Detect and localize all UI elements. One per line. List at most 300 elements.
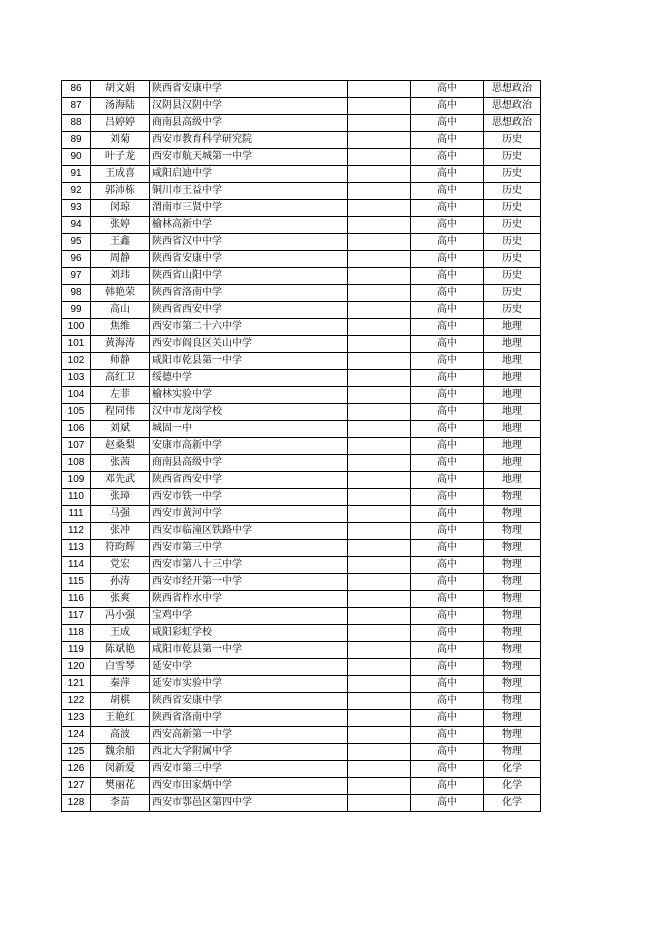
school-name-cell: 陕西省安康中学 (150, 81, 348, 98)
subject-cell: 地理 (484, 336, 541, 353)
row-number-cell: 111 (62, 506, 91, 523)
empty-cell (348, 81, 411, 98)
row-number-cell: 103 (62, 370, 91, 387)
school-level-cell: 高中 (411, 200, 484, 217)
teacher-name-cell: 郭沛栋 (91, 183, 150, 200)
subject-cell: 地理 (484, 472, 541, 489)
empty-cell (348, 149, 411, 166)
subject-cell: 物理 (484, 659, 541, 676)
table-row (62, 642, 541, 659)
school-name-cell: 榆林高新中学 (150, 217, 348, 234)
table-row (62, 574, 541, 591)
school-level-cell: 高中 (411, 251, 484, 268)
school-level-cell: 高中 (411, 98, 484, 115)
teacher-name-cell: 胡文娟 (91, 81, 150, 98)
empty-cell (348, 761, 411, 778)
empty-cell (348, 132, 411, 149)
school-name-cell: 西安市鄠邑区第四中学 (150, 795, 348, 812)
school-level-cell: 高中 (411, 370, 484, 387)
subject-cell: 地理 (484, 455, 541, 472)
teacher-name-cell: 张冲 (91, 523, 150, 540)
empty-cell (348, 166, 411, 183)
table-row (62, 455, 541, 472)
school-name-cell: 咸阳市乾县第一中学 (150, 353, 348, 370)
teacher-name-cell: 樊丽花 (91, 778, 150, 795)
school-level-cell: 高中 (411, 727, 484, 744)
table-row (62, 693, 541, 710)
school-name-cell: 西安市临潼区铁路中学 (150, 523, 348, 540)
row-number-cell: 110 (62, 489, 91, 506)
school-level-cell: 高中 (411, 591, 484, 608)
subject-cell: 历史 (484, 200, 541, 217)
school-level-cell: 高中 (411, 574, 484, 591)
row-number-cell: 116 (62, 591, 91, 608)
table-row (62, 761, 541, 778)
teacher-name-cell: 周静 (91, 251, 150, 268)
school-level-cell: 高中 (411, 642, 484, 659)
school-name-cell: 铜川市王益中学 (150, 183, 348, 200)
school-name-cell: 渭南市三贤中学 (150, 200, 348, 217)
empty-cell (348, 659, 411, 676)
subject-cell: 地理 (484, 438, 541, 455)
teacher-name-cell: 闵新爱 (91, 761, 150, 778)
teacher-name-cell: 王艳红 (91, 710, 150, 727)
empty-cell (348, 710, 411, 727)
school-name-cell: 西安高新第一中学 (150, 727, 348, 744)
table-row (62, 523, 541, 540)
table-row (62, 744, 541, 761)
empty-cell (348, 217, 411, 234)
school-level-cell: 高中 (411, 693, 484, 710)
subject-cell: 物理 (484, 523, 541, 540)
school-name-cell: 西安市航天城第一中学 (150, 149, 348, 166)
school-name-cell: 西安市第八十三中学 (150, 557, 348, 574)
empty-cell (348, 353, 411, 370)
empty-cell (348, 557, 411, 574)
school-level-cell: 高中 (411, 608, 484, 625)
school-level-cell: 高中 (411, 149, 484, 166)
empty-cell (348, 98, 411, 115)
school-level-cell: 高中 (411, 557, 484, 574)
table-row (62, 795, 541, 812)
school-name-cell: 西北大学附属中学 (150, 744, 348, 761)
teacher-name-cell: 胡棋 (91, 693, 150, 710)
school-level-cell: 高中 (411, 336, 484, 353)
school-name-cell: 汉阴县汉阴中学 (150, 98, 348, 115)
table-row (62, 659, 541, 676)
school-name-cell: 陕西省安康中学 (150, 251, 348, 268)
subject-cell: 历史 (484, 285, 541, 302)
table-row (62, 710, 541, 727)
table-row (62, 285, 541, 302)
school-level-cell: 高中 (411, 540, 484, 557)
table-row (62, 183, 541, 200)
school-name-cell: 陕西省西安中学 (150, 472, 348, 489)
subject-cell: 历史 (484, 149, 541, 166)
subject-cell: 地理 (484, 404, 541, 421)
empty-cell (348, 727, 411, 744)
subject-cell: 物理 (484, 642, 541, 659)
school-level-cell: 高中 (411, 489, 484, 506)
teacher-name-cell: 白雪琴 (91, 659, 150, 676)
school-name-cell: 陕西省西安中学 (150, 302, 348, 319)
school-level-cell: 高中 (411, 438, 484, 455)
row-number-cell: 126 (62, 761, 91, 778)
teacher-name-cell: 刘玮 (91, 268, 150, 285)
teacher-name-cell: 张婷 (91, 217, 150, 234)
empty-cell (348, 455, 411, 472)
teacher-name-cell: 高红卫 (91, 370, 150, 387)
empty-cell (348, 421, 411, 438)
empty-cell (348, 540, 411, 557)
empty-cell (348, 200, 411, 217)
teacher-name-cell: 马强 (91, 506, 150, 523)
school-level-cell: 高中 (411, 795, 484, 812)
row-number-cell: 88 (62, 115, 91, 132)
empty-cell (348, 574, 411, 591)
subject-cell: 思想政治 (484, 81, 541, 98)
row-number-cell: 109 (62, 472, 91, 489)
teacher-name-cell: 陈斌艳 (91, 642, 150, 659)
teacher-name-cell: 党宏 (91, 557, 150, 574)
school-level-cell: 高中 (411, 234, 484, 251)
empty-cell (348, 234, 411, 251)
school-name-cell: 商南县高级中学 (150, 115, 348, 132)
empty-cell (348, 795, 411, 812)
row-number-cell: 125 (62, 744, 91, 761)
school-name-cell: 商南县高级中学 (150, 455, 348, 472)
school-name-cell: 咸阳彩虹学校 (150, 625, 348, 642)
empty-cell (348, 523, 411, 540)
subject-cell: 思想政治 (484, 115, 541, 132)
row-number-cell: 127 (62, 778, 91, 795)
school-name-cell: 西安市阎良区关山中学 (150, 336, 348, 353)
row-number-cell: 86 (62, 81, 91, 98)
subject-cell: 物理 (484, 608, 541, 625)
row-number-cell: 94 (62, 217, 91, 234)
table-row (62, 353, 541, 370)
school-level-cell: 高中 (411, 506, 484, 523)
school-name-cell: 西安市第二十六中学 (150, 319, 348, 336)
row-number-cell: 128 (62, 795, 91, 812)
row-number-cell: 104 (62, 387, 91, 404)
school-name-cell: 榆林实验中学 (150, 387, 348, 404)
table-row (62, 472, 541, 489)
table-row (62, 676, 541, 693)
subject-cell: 物理 (484, 506, 541, 523)
row-number-cell: 97 (62, 268, 91, 285)
table-row (62, 302, 541, 319)
empty-cell (348, 115, 411, 132)
row-number-cell: 93 (62, 200, 91, 217)
subject-cell: 历史 (484, 166, 541, 183)
subject-cell: 物理 (484, 591, 541, 608)
row-number-cell: 106 (62, 421, 91, 438)
teacher-name-cell: 黄海涛 (91, 336, 150, 353)
table-row (62, 421, 541, 438)
table-row (62, 251, 541, 268)
school-level-cell: 高中 (411, 166, 484, 183)
school-level-cell: 高中 (411, 404, 484, 421)
subject-cell: 历史 (484, 183, 541, 200)
teacher-name-cell: 王鑫 (91, 234, 150, 251)
subject-cell: 历史 (484, 132, 541, 149)
school-level-cell: 高中 (411, 778, 484, 795)
school-name-cell: 陕西省安康中学 (150, 693, 348, 710)
subject-cell: 地理 (484, 319, 541, 336)
table-body (62, 81, 541, 812)
row-number-cell: 112 (62, 523, 91, 540)
empty-cell (348, 302, 411, 319)
teacher-name-cell: 韩艳荣 (91, 285, 150, 302)
school-level-cell: 高中 (411, 183, 484, 200)
table-row (62, 404, 541, 421)
table-row (62, 591, 541, 608)
empty-cell (348, 285, 411, 302)
table-row (62, 217, 541, 234)
empty-cell (348, 251, 411, 268)
teacher-name-cell: 刘菊 (91, 132, 150, 149)
teacher-name-cell: 王成 (91, 625, 150, 642)
teacher-name-cell: 刘斌 (91, 421, 150, 438)
row-number-cell: 114 (62, 557, 91, 574)
school-name-cell: 西安市铁一中学 (150, 489, 348, 506)
subject-cell: 化学 (484, 761, 541, 778)
row-number-cell: 123 (62, 710, 91, 727)
subject-cell: 地理 (484, 421, 541, 438)
empty-cell (348, 744, 411, 761)
subject-cell: 物理 (484, 625, 541, 642)
row-number-cell: 99 (62, 302, 91, 319)
row-number-cell: 115 (62, 574, 91, 591)
empty-cell (348, 268, 411, 285)
school-name-cell: 西安市第三中学 (150, 540, 348, 557)
row-number-cell: 98 (62, 285, 91, 302)
school-level-cell: 高中 (411, 455, 484, 472)
school-name-cell: 陕西省洛南中学 (150, 710, 348, 727)
table-row (62, 166, 541, 183)
row-number-cell: 121 (62, 676, 91, 693)
empty-cell (348, 183, 411, 200)
subject-cell: 历史 (484, 234, 541, 251)
school-name-cell: 宝鸡中学 (150, 608, 348, 625)
school-level-cell: 高中 (411, 625, 484, 642)
subject-cell: 地理 (484, 370, 541, 387)
teacher-name-cell: 孙涛 (91, 574, 150, 591)
subject-cell: 物理 (484, 540, 541, 557)
school-level-cell: 高中 (411, 319, 484, 336)
teacher-name-cell: 符昀辉 (91, 540, 150, 557)
row-number-cell: 87 (62, 98, 91, 115)
empty-cell (348, 591, 411, 608)
table-row (62, 336, 541, 353)
table-row (62, 132, 541, 149)
empty-cell (348, 693, 411, 710)
row-number-cell: 108 (62, 455, 91, 472)
teacher-name-cell: 叶子龙 (91, 149, 150, 166)
row-number-cell: 96 (62, 251, 91, 268)
empty-cell (348, 676, 411, 693)
empty-cell (348, 472, 411, 489)
teacher-name-cell: 张茜 (91, 455, 150, 472)
table-row (62, 608, 541, 625)
row-number-cell: 105 (62, 404, 91, 421)
school-level-cell: 高中 (411, 676, 484, 693)
school-level-cell: 高中 (411, 744, 484, 761)
teacher-name-cell: 张璋 (91, 489, 150, 506)
empty-cell (348, 778, 411, 795)
school-level-cell: 高中 (411, 659, 484, 676)
school-level-cell: 高中 (411, 472, 484, 489)
teacher-name-cell: 闵琼 (91, 200, 150, 217)
school-level-cell: 高中 (411, 81, 484, 98)
table-row (62, 625, 541, 642)
table-row (62, 727, 541, 744)
teacher-name-cell: 汤海陆 (91, 98, 150, 115)
table-row (62, 370, 541, 387)
table-row (62, 387, 541, 404)
teacher-name-cell: 冯小强 (91, 608, 150, 625)
school-level-cell: 高中 (411, 268, 484, 285)
school-name-cell: 西安市教育科学研究院 (150, 132, 348, 149)
empty-cell (348, 370, 411, 387)
table-row (62, 319, 541, 336)
school-level-cell: 高中 (411, 115, 484, 132)
school-name-cell: 汉中市龙岗学校 (150, 404, 348, 421)
row-number-cell: 102 (62, 353, 91, 370)
school-level-cell: 高中 (411, 132, 484, 149)
school-name-cell: 西安市第三中学 (150, 761, 348, 778)
row-number-cell: 95 (62, 234, 91, 251)
school-level-cell: 高中 (411, 302, 484, 319)
empty-cell (348, 438, 411, 455)
row-number-cell: 120 (62, 659, 91, 676)
row-number-cell: 122 (62, 693, 91, 710)
teacher-name-cell: 魏余船 (91, 744, 150, 761)
table-row (62, 506, 541, 523)
school-name-cell: 延安中学 (150, 659, 348, 676)
row-number-cell: 91 (62, 166, 91, 183)
subject-cell: 化学 (484, 778, 541, 795)
row-number-cell: 92 (62, 183, 91, 200)
row-number-cell: 124 (62, 727, 91, 744)
row-number-cell: 89 (62, 132, 91, 149)
table-row (62, 438, 541, 455)
teacher-list-table (61, 80, 541, 812)
school-name-cell: 咸阳市乾县第一中学 (150, 642, 348, 659)
empty-cell (348, 387, 411, 404)
school-name-cell: 陕西省洛南中学 (150, 285, 348, 302)
row-number-cell: 119 (62, 642, 91, 659)
row-number-cell: 100 (62, 319, 91, 336)
school-level-cell: 高中 (411, 217, 484, 234)
subject-cell: 物理 (484, 489, 541, 506)
subject-cell: 物理 (484, 693, 541, 710)
subject-cell: 地理 (484, 387, 541, 404)
empty-cell (348, 336, 411, 353)
subject-cell: 历史 (484, 268, 541, 285)
empty-cell (348, 625, 411, 642)
teacher-name-cell: 邓先武 (91, 472, 150, 489)
table-row (62, 98, 541, 115)
empty-cell (348, 489, 411, 506)
school-name-cell: 西安市田家炳中学 (150, 778, 348, 795)
row-number-cell: 113 (62, 540, 91, 557)
empty-cell (348, 642, 411, 659)
empty-cell (348, 506, 411, 523)
school-level-cell: 高中 (411, 421, 484, 438)
subject-cell: 历史 (484, 251, 541, 268)
row-number-cell: 107 (62, 438, 91, 455)
school-level-cell: 高中 (411, 387, 484, 404)
row-number-cell: 101 (62, 336, 91, 353)
teacher-name-cell: 赵桑梨 (91, 438, 150, 455)
school-level-cell: 高中 (411, 523, 484, 540)
table-row (62, 778, 541, 795)
empty-cell (348, 404, 411, 421)
table-row (62, 200, 541, 217)
teacher-name-cell: 李苗 (91, 795, 150, 812)
teacher-name-cell: 程同伟 (91, 404, 150, 421)
subject-cell: 物理 (484, 727, 541, 744)
subject-cell: 物理 (484, 710, 541, 727)
table-row (62, 268, 541, 285)
row-number-cell: 118 (62, 625, 91, 642)
table-row (62, 115, 541, 132)
school-level-cell: 高中 (411, 761, 484, 778)
school-name-cell: 西安市经开第一中学 (150, 574, 348, 591)
school-name-cell: 安康市高新中学 (150, 438, 348, 455)
school-name-cell: 陕西省山阳中学 (150, 268, 348, 285)
teacher-name-cell: 师静 (91, 353, 150, 370)
school-name-cell: 陕西省汉中中学 (150, 234, 348, 251)
row-number-cell: 90 (62, 149, 91, 166)
school-name-cell: 咸阳启迪中学 (150, 166, 348, 183)
school-level-cell: 高中 (411, 285, 484, 302)
school-name-cell: 城固一中 (150, 421, 348, 438)
teacher-name-cell: 王成喜 (91, 166, 150, 183)
teacher-name-cell: 高山 (91, 302, 150, 319)
teacher-name-cell: 张爽 (91, 591, 150, 608)
school-name-cell: 陕西省柞水中学 (150, 591, 348, 608)
subject-cell: 思想政治 (484, 98, 541, 115)
teacher-name-cell: 左菲 (91, 387, 150, 404)
teacher-name-cell: 秦萍 (91, 676, 150, 693)
subject-cell: 历史 (484, 217, 541, 234)
school-level-cell: 高中 (411, 353, 484, 370)
school-name-cell: 西安市黄河中学 (150, 506, 348, 523)
table-row (62, 149, 541, 166)
teacher-name-cell: 吕婷婷 (91, 115, 150, 132)
empty-cell (348, 608, 411, 625)
table-row (62, 489, 541, 506)
subject-cell: 地理 (484, 353, 541, 370)
table-row (62, 81, 541, 98)
school-name-cell: 绥德中学 (150, 370, 348, 387)
subject-cell: 历史 (484, 302, 541, 319)
subject-cell: 物理 (484, 574, 541, 591)
subject-cell: 物理 (484, 744, 541, 761)
subject-cell: 物理 (484, 557, 541, 574)
subject-cell: 化学 (484, 795, 541, 812)
school-name-cell: 延安市实验中学 (150, 676, 348, 693)
teacher-name-cell: 焦维 (91, 319, 150, 336)
table-row (62, 540, 541, 557)
subject-cell: 物理 (484, 676, 541, 693)
row-number-cell: 117 (62, 608, 91, 625)
teacher-name-cell: 高波 (91, 727, 150, 744)
school-level-cell: 高中 (411, 710, 484, 727)
